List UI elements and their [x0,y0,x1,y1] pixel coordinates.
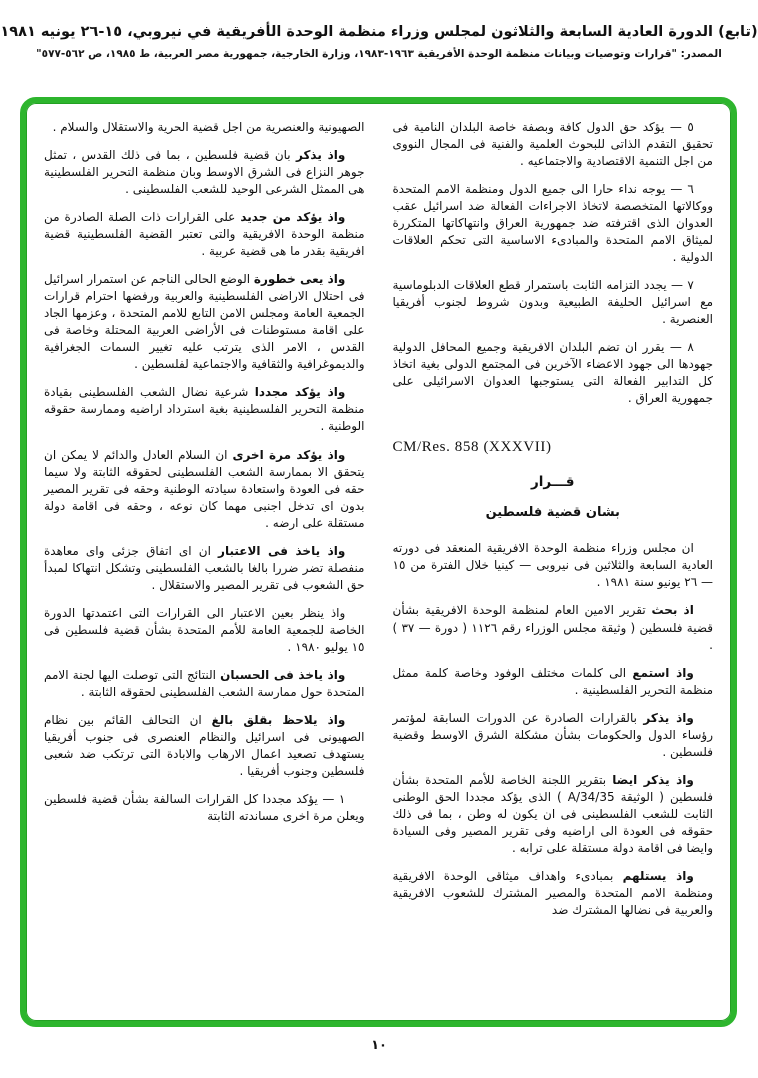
paragraph-text: ١ — يؤكد مجددا كل القرارات السالفة بشأن قضية فلسطين ويعلن مرة اخرى مساندته الثابتة [44,792,365,824]
paragraph-text: ان مجلس وزراء منظمة الوحدة الافريقية المنعقد فى دورته العادية السابعة والثلاثين فى نيروبى — كينيا خلال الفترة من ١٥ — ٢٦ يونيو سنة ١٩٨١ . [392,541,713,590]
paragraph-lead: واذ يستلهم [622,868,694,883]
paragraph-text: واذ ينظر بعين الاعتبار الى القرارات التى اعتمدتها الدورة الخاصة للجمعية العامة للأمم المتحدة بشأن قضية فلسطين فى ١٥ يوليو ١٩٨٠ . [44,605,365,654]
paragraph-text: شرعية نضال الشعب الفلسطينى بقيادة منظمة التحرير الفلسطينية بغية استرداد اراضيه وممارسة حقوقه الوطنية . [44,385,365,434]
paragraph-lead: واذ يلاحظ بقلق بالغ [211,712,346,727]
left-column [44,119,365,1011]
paragraph-text: على القرارات ذات الصلة الصادرة من منظمة الوحدة الافريقية والتى تعتبر القضية الفلسطينية قضية افريقية بقدر ما هى قضية عربية . [44,210,365,259]
paragraph-lead: واذ يؤكد مرة اخرى [232,447,346,462]
paragraph-lead: اذ بحث [651,603,694,618]
paragraph-text: الوضع الحالى الناجم عن استمرار اسرائيل فى احتلال الاراضى الفلسطينية والعربية ورفضها احترام قرارات الجمعية العامة ومجلس الامن التابع للامم المتحدة ، وعزمها الجاد على اقامة مستوطنات فى الأراضى العربية المحتلة وخاصة فى القدس ، الامر الذى يترتب عليه تغيير السمات الجغرافية والديموغرافية والثقافية والاجتماعية لفلسطين . [44,272,365,372]
paragraph-lead: واذ يؤكد من جديد [240,210,346,225]
paragraph [44,667,365,701]
green-content-frame [20,97,737,1027]
paragraph-lead: واذ استمع [632,665,694,680]
paragraph-lead: واذ يؤكد مجددا [254,385,346,400]
paragraph [44,447,365,532]
page-number: ١٠ [371,1038,387,1053]
paragraph-text: ان السلام العادل والدائم لا يمكن ان يتحقق الا بممارسة الشعب الفلسطينى لحقوقه الثابتة ولا سيما حقه فى العودة واستعادة سيادته الوطنية وحقه فى تقرير المصير بدون اى تدخل اجنبى مهما كان نوعه ، وحقه فى اقامة دولة مستقلة على ارضه . [44,447,365,530]
source-citation: المصدر: "قرارات وتوصيات وبيانات منظمة الوحدة الأفريقية ١٩٦٣-١٩٨٣، وزارة الخارجية، جمهورية مصر العربية، ط ١٩٨٥، ص ٥٦٢-٥٧٧" [36,48,722,60]
paragraph [44,209,365,260]
decision-heading: قـــرار [531,473,575,490]
paragraph [393,119,714,170]
session-title: (تابع) الدورة العادية السابعة والثلاثون لمجلس وزراء منظمة الوحدة الأفريقية في نيروبي، ١٥-٢٦ يونيه ١٩٨١ [0,24,758,40]
paragraph-lead: واذ يذكر [295,148,346,163]
paragraph-text: بتقرير اللجنة الخاصة للأمم المتحدة بشأن فلسطين ( الوثيقة A/34/35 ) الذى يؤكد مجددا الحق الوطنى الثابت للشعب الفلسطينى فى ان يكون له وطن ، بما فى ذلك حقوقه فى العودة الى اراضيه وفى تقرير المصير وفى السيادة وايضا فى اقامة دولة مستقلة على ترابه . [392,772,714,855]
paragraph-text: ٧ — يجدد التزامه الثابت باستمرار قطع العلاقات الدبلوماسية مع اسرائيل الحليفة الطبيعية وبدون شروط لجنوب أفريقيا العنصرية . [392,278,713,327]
right-column [393,119,714,1011]
paragraph-lead: واذ ياخذ فى الحسبان [220,667,346,682]
paragraph [393,665,714,699]
paragraph [44,712,365,780]
paragraph [393,181,714,266]
page-header [0,0,758,60]
paragraph [44,147,365,198]
paragraph-text: النتائج التى توصلت اليها لجنة الامم المتحدة حول ممارسة الشعب الفلسطينى لحقوقه الثابتة . [44,667,365,699]
paragraph-text: ان اى اتفاق جزئى واى معاهدة منفصلة تضر ضررا بالغا بالشعب الفلسطينى وتشكل انتهاكا لمبدأ حق الشعوب فى تقرير المصير والاستقلال . [44,543,365,592]
paragraph-text: تقرير الامين العام لمنظمة الوحدة الافريقية بشأن قضية فلسطين ( وثيقة مجلس الوزراء رقم ١١٢٦ ( دورة — ٣٧ ) . [392,603,713,652]
paragraph [393,540,714,591]
paragraph-text: بمبادىء واهداف ميثاقى الوحدة الافريقية ومنظمة الامم المتحدة والمصير المشترك للشعوب الافريقية والعربية فى نضالها المشترك ضد [392,868,713,917]
paragraph [44,605,365,656]
paragraph [393,339,714,407]
decision-subject: بشان قضية فلسطين [485,504,620,520]
resolution-reference: CM/Res. 858 (XXXVII) [392,439,552,456]
paragraph [44,791,365,825]
paragraph [44,384,365,435]
paragraph-text: ان التحالف القائم بين نظام الصهيونى فى اسرائيل والنظام العنصرى فى جنوب أفريقيا يستهدف تصعيد اعمال الارهاب والابادة التى ترتكب ضد شعبى فلسطين وجنوب أفريقيا . [44,712,365,778]
paragraph-text: ٨ — يقرر ان تضم البلدان الافريقية وجميع المحافل الدولية جهودها الى جهود الاعضاء الآخرين فى المجتمع الدولى بغية اتخاذ كل التدابير الفعالة التى يستوجبها العدوان الاسرائيلى على جمهورية العراق . [392,340,713,406]
paragraph-text: الصهيونية والعنصرية من اجل قضية الحرية والاستقلال والسلام . [52,120,365,134]
paragraph-text: بالقرارات الصادرة عن الدورات السابقة لمؤتمر رؤساء الدول والحكومات بشأن مشكلة الشرق الاوسط وقضية فلسطين . [392,710,713,759]
paragraph [393,277,714,328]
paragraph-lead: واذ ياخذ فى الاعتبار [218,543,346,558]
paragraph-text: الى كلمات مختلف الوفود وخاصة كلمة ممثل منظمة التحرير الفلسطينية . [392,665,713,697]
paragraph-lead: واذ يذكر ايضا [612,772,694,787]
paragraph-text: بان قضية فلسطين ، بما فى ذلك القدس ، تمثل جوهر النزاع فى الشرق الاوسط وبان منظمة التحرير الفلسطينية هى الممثل الشرعى الوحيد للشعب الفلسطينى . [44,148,365,197]
paragraph [44,119,365,136]
paragraph-lead: واذ يعى خطورة [253,272,346,287]
paragraph [393,772,714,857]
paragraph [44,543,365,594]
paragraph [44,271,365,373]
paragraph-text: ٦ — يوجه نداء حارا الى جميع الدول ومنظمة الامم المتحدة ووكالاتها المتخصصة لاتخاذ الاجراءات الفعالة ضد اسرائيل عقب العدوان الذى اقترفته ضد جمهورية العراق وانتهاكاتها المتكررة لميثاق الامم المتحدة والمبادىء الاساسية التى تحكم العلاقات الدولية . [392,182,713,265]
paragraph [393,710,714,761]
paragraph [393,602,714,653]
two-column-layout [44,119,713,1011]
paragraph-lead: واذ يذكر [643,710,694,725]
paragraph-text: ٥ — يؤكد حق الدول كافة وبصفة خاصة البلدان النامية فى تحقيق التقدم الذاتى للبحوث العلمية والفنية فى المجال النووى من اجل التنمية الاقتصادية والاجتماعيه . [392,120,713,169]
paragraph [393,868,714,919]
